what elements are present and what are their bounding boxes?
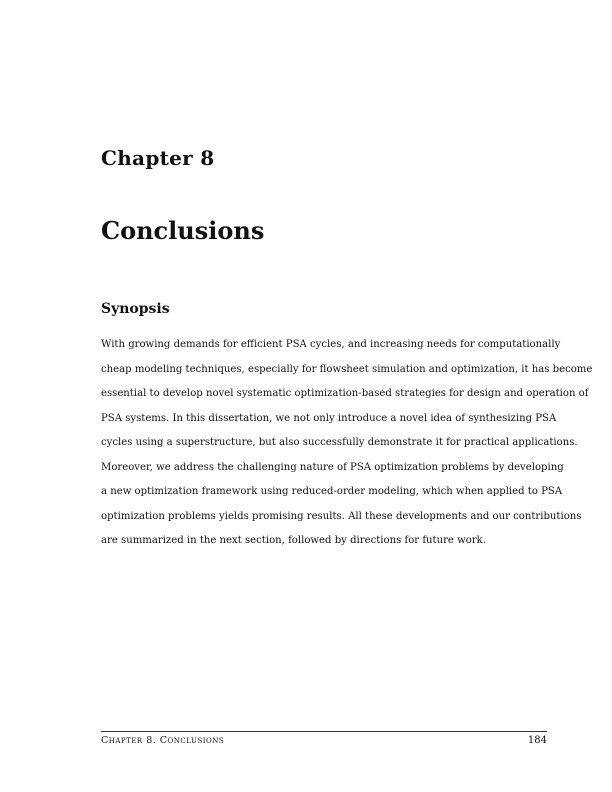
footer-rule xyxy=(101,731,547,732)
paragraph-line: cheap modeling techniques, especially for flowsheet simulation and optimization, it has become xyxy=(101,363,593,375)
paragraph-line: a new optimization framework using reduced-order modeling, which when applied to PSA xyxy=(101,486,563,497)
paragraph-line: cycles using a superstructure, but also successfully demonstrate it for practical applications. xyxy=(101,437,578,448)
page-number: 184 xyxy=(527,735,547,746)
paragraph-line: Moreover, we address the challenging nature of PSA optimization problems by developing xyxy=(101,461,564,473)
paragraph-line: optimization problems yields promising results. All these developments and our contributions xyxy=(101,510,582,522)
running-head: Chapter 8. Conclusions xyxy=(101,735,225,746)
paragraph-line: PSA systems. In this dissertation, we not only introduce a novel idea of synthesizing PSA xyxy=(101,412,557,424)
paragraph-line: With growing demands for efficient PSA cycles, and increasing needs for computationally xyxy=(101,339,561,350)
chapter-label: Chapter 8 xyxy=(101,146,215,170)
paragraph-line: are summarized in the next section, followed by directions for future work. xyxy=(101,535,486,546)
synopsis-paragraph xyxy=(101,337,593,558)
chapter-title: Conclusions xyxy=(101,216,265,245)
section-title: Synopsis xyxy=(101,301,170,317)
paragraph-line: essential to develop novel systematic optimization-based strategies for design and operation of xyxy=(101,388,589,399)
